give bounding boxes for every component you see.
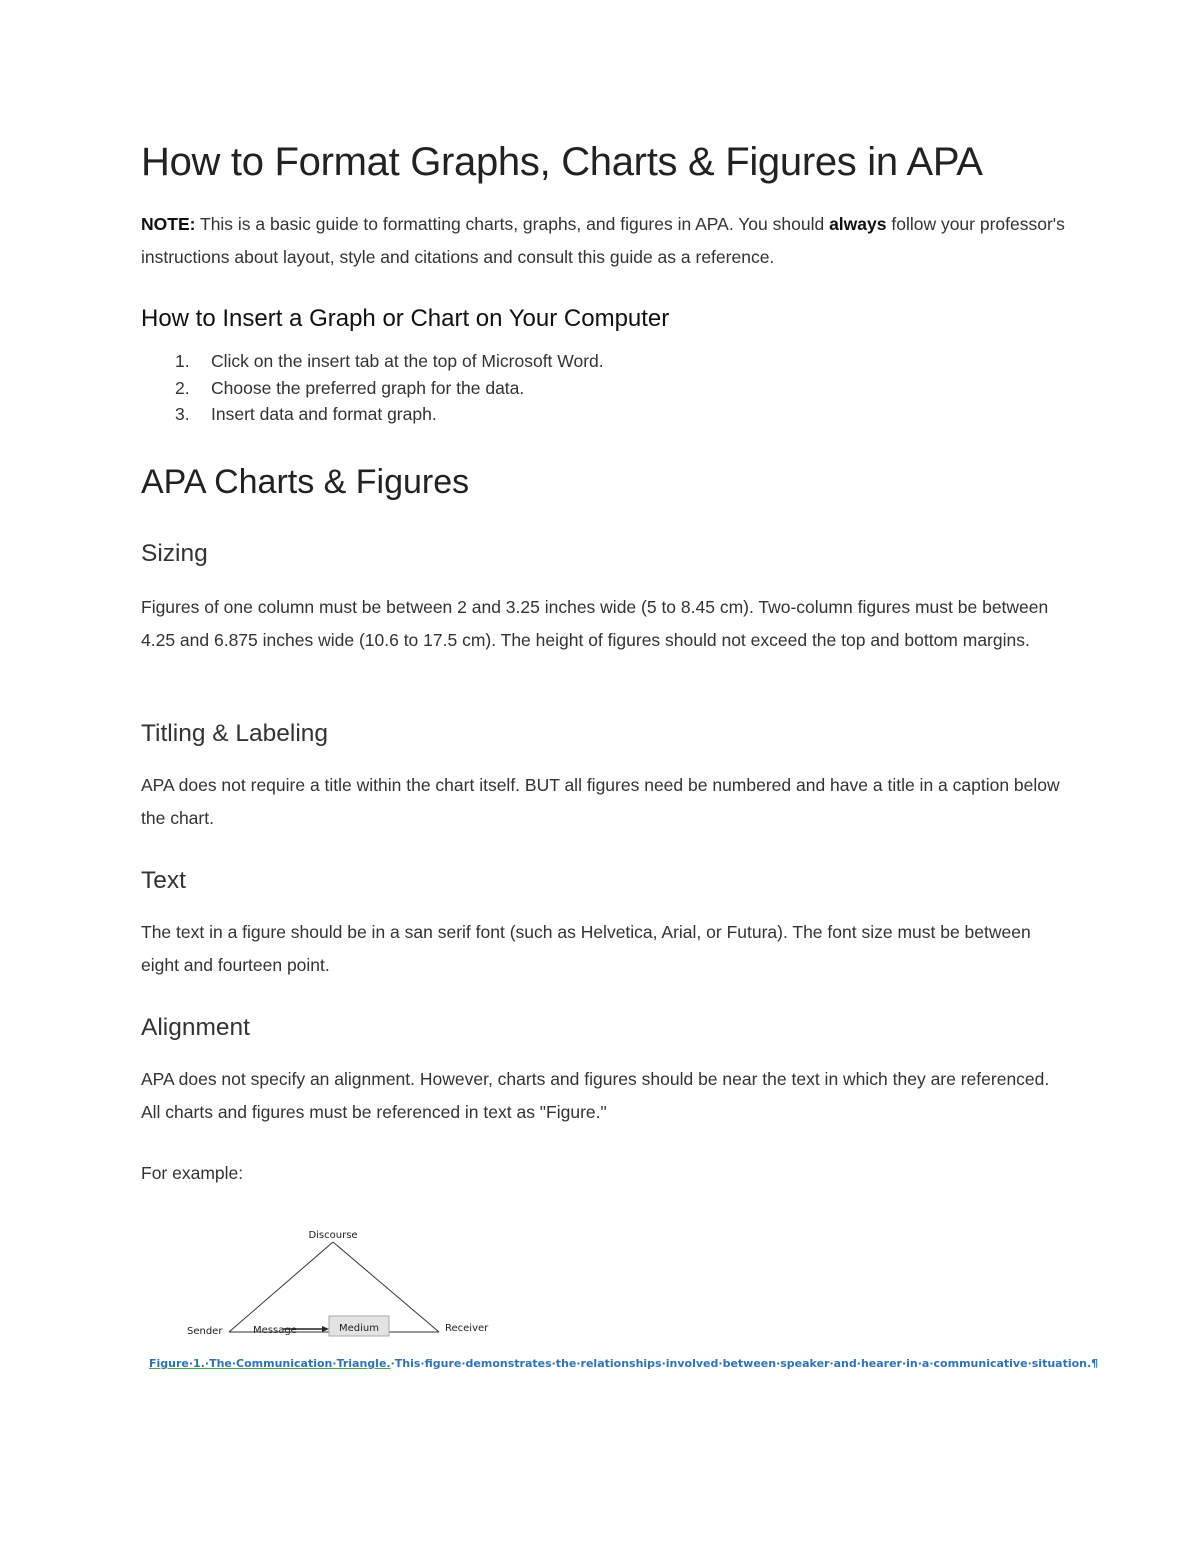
figure-caption — [149, 1356, 1099, 1372]
list-item — [141, 401, 604, 428]
note-text-after: follow your professor's instructions about layout, style and citations and consult this guide as a reference. — [141, 214, 1065, 267]
discourse-label: Discourse — [308, 1230, 358, 1241]
message-label: Message — [253, 1325, 297, 1336]
alignment-text: APA does not specify an alignment. However, charts and figures should be near the text in which they are referenced. All charts and figures must be referenced in text as "Figure." — [141, 1069, 1050, 1122]
step-text: Insert data and format graph. — [211, 404, 437, 424]
titling-heading: Titling & Labeling — [141, 720, 329, 747]
step-text: Choose the preferred graph for the data. — [211, 377, 525, 398]
step-number: 3. — [175, 404, 190, 424]
titling-text: APA does not require a title within the chart itself. BUT all figures need be numbered and have a title in a caption below the chart. — [141, 775, 1060, 828]
message-arrowhead — [322, 1326, 329, 1332]
step-number: 2. — [175, 377, 190, 398]
step-number: 1. — [175, 351, 190, 371]
sizing-text: Figures of one column must be between 2 and 3.25 inches wide (5 to 8.45 cm). Two-column figures must be between 4.25 and 6.875 inches wide (10.6 to 17.5 cm). The height of figures should not exceed the top and bottom margins. — [141, 597, 1049, 650]
sender-label: Sender — [187, 1326, 223, 1337]
note-text-before: This is a basic guide to formatting charts, graphs, and figures in APA. You should — [195, 214, 830, 234]
triangle-diagram — [141, 1218, 561, 1358]
note-emphasis: always — [829, 214, 887, 234]
text-heading: Text — [141, 867, 186, 894]
note-label: NOTE: — [141, 214, 196, 234]
text-section-text: The text in a figure should be in a san serif font (such as Helvetica, Arial, or Futura). The font size must be between eight and fourteen point. — [141, 922, 1031, 975]
figure-caption-lead: Figure·1.·The·Communication·Triangle. — [149, 1357, 391, 1370]
alignment-heading: Alignment — [141, 1014, 250, 1041]
triangle-left-edge — [229, 1242, 333, 1332]
insert-steps-list — [141, 348, 604, 428]
receiver-label: Receiver — [445, 1323, 489, 1334]
apa-section-heading: APA Charts & Figures — [141, 463, 470, 501]
communication-triangle-figure — [141, 1218, 1099, 1408]
list-item — [141, 375, 604, 402]
figure-caption-rest: ·This·figure·demonstrates·the·relationships·involved·between·speaker·and·hearer·in·a·communicative·situation.¶ — [390, 1357, 1099, 1370]
list-item — [141, 348, 604, 375]
step-text: Click on the insert tab at the top of Microsoft Word. — [211, 351, 604, 371]
medium-label: Medium — [339, 1323, 379, 1334]
example-intro: For example: — [141, 1163, 244, 1183]
note-paragraph — [141, 208, 1066, 273]
sizing-heading: Sizing — [141, 540, 208, 567]
insert-section-heading: How to Insert a Graph or Chart on Your Computer — [141, 305, 670, 332]
page-title: How to Format Graphs, Charts & Figures in APA — [141, 140, 983, 184]
